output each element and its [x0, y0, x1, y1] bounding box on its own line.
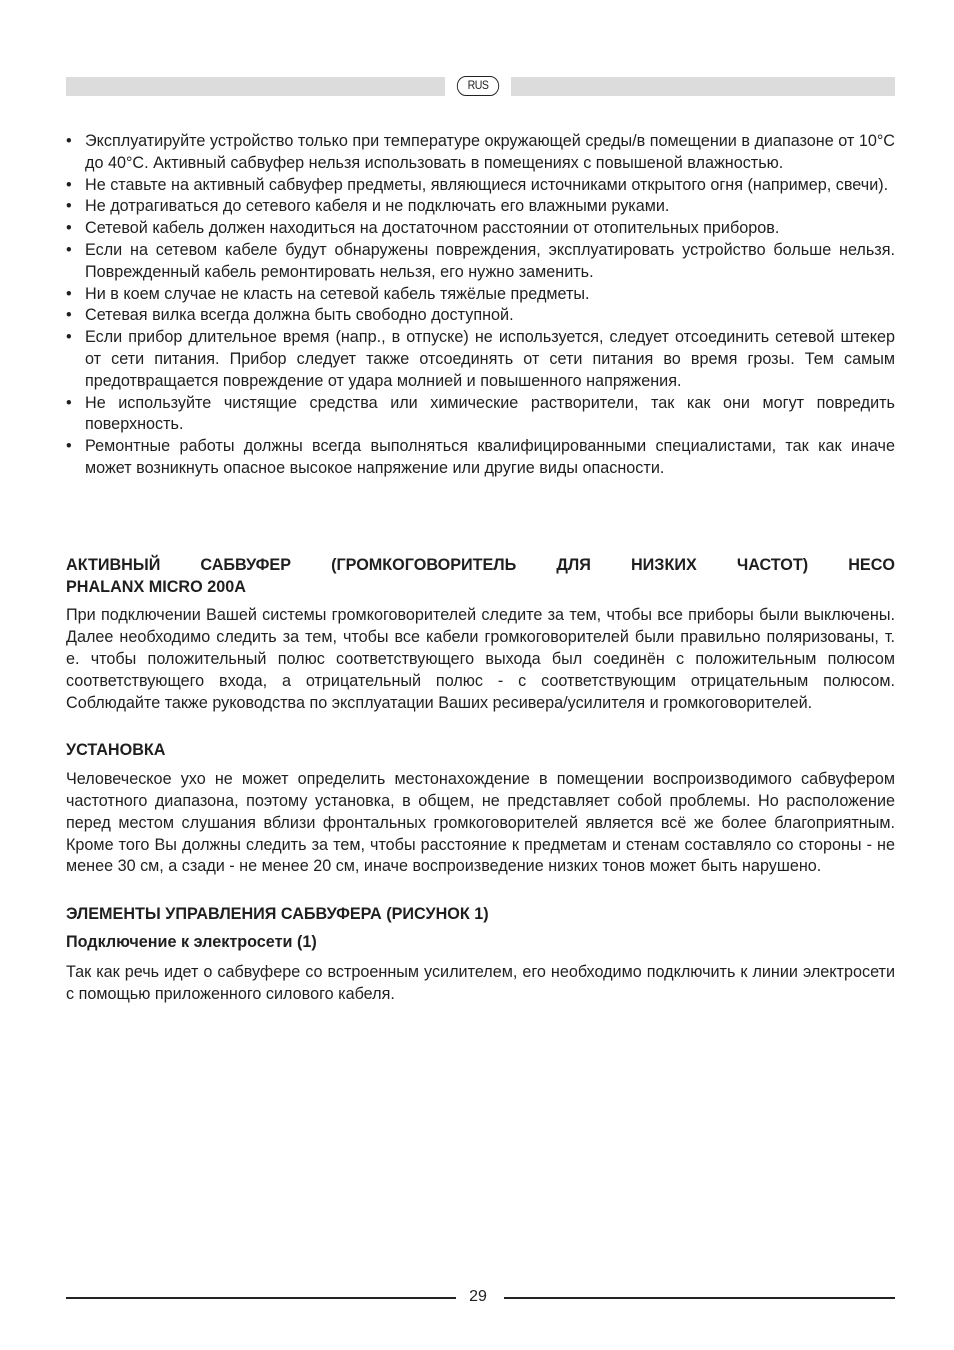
power-subheading: Подключение к электросети (1)	[66, 932, 317, 951]
footer-rule-right	[504, 1297, 895, 1299]
list-item: • Эксплуатируйте устройство только при температуре окружающей среды/в помещении в диапазоне от 10°С до 40°С. Активный сабвуфер нельзя использовать в помещениях с повышеной влажностью.	[66, 131, 895, 175]
list-item: • Если на сетевом кабеле будут обнаружены повреждения, эксплуатировать устройство больше нельзя. Поврежденный кабель ремонтировать нельзя, его нужно заменить.	[66, 240, 895, 284]
subwoofer-paragraph: При подключении Вашей системы громкоговорителей следите за тем, чтобы все приборы были выключены. Далее необходимо следить за тем, чтобы все кабели громкоговорителей были правильно поляризованы, т. е. чтобы положительный полюс соответствующего выхода был соединён с положительным полюсом соответствующего входа, а отрицательный полюс - с соответствующим отрицательным полюсом. Соблюдайте также руководства по эксплуатации Ваших ресивера/усилителя и громкоговорителей.	[66, 606, 895, 712]
list-item: • Не используйте чистящие средства или химические растворители, так как они могут повредить поверхность.	[66, 393, 895, 437]
subwoofer-heading-line1: АКТИВНЫЙ САБВУФЕР (ГРОМКОГОВОРИТЕЛЬ ДЛЯ НИЗКИХ ЧАСТОТ) HECO	[66, 555, 895, 574]
safety-list	[66, 131, 895, 480]
language-badge: RUS	[457, 76, 499, 96]
install-paragraph: Человеческое ухо не может определить местонахождение в помещении воспроизводимого сабвуфером частотного диапазона, поэтому установка, в общем, не представляет собой проблемы. Но расположение перед местом слушания вблизи фронтальных громкоговорителей является всё же более благоприятным. Кроме того Вы должны следить за тем, чтобы расстояние к предметам и стенам составляло со стороны - не менее 30 см, а сзади - не менее 20 см, иначе воспроизведение низких тонов может быть нарушено.	[66, 770, 895, 876]
language-badge-container	[445, 73, 511, 99]
list-item: • Не ставьте на активный сабвуфер предметы, являющиеся источниками открытого огня (например, свечи).	[66, 175, 895, 197]
controls-paragraph: Так как речь идет о сабвуфере со встроенным усилителем, его необходимо подключить к линии электросети с помощью приложенного силового кабеля.	[66, 962, 895, 1003]
list-item: • Если прибор длительное время (напр., в отпуске) не используется, следует отсоединить сетевой штекер от сети питания. Прибор следует также отсоединять от сети питания во время грозы. Тем самым предотвращается повреждение от удара молнией и повышенного напряжения.	[66, 327, 895, 392]
subwoofer-heading-line2: PHALANX MICRO 200A	[66, 577, 246, 596]
page-content	[66, 131, 895, 1005]
list-item: • Не дотрагиваться до сетевого кабеля и не подключать его влажными руками.	[66, 196, 895, 218]
controls-heading: ЭЛЕМЕНТЫ УПРАВЛЕНИЯ САБВУФЕРА (РИСУНОК 1)	[66, 905, 489, 924]
list-item: • Сетевой кабель должен находиться на достаточном расстоянии от отопительных приборов.	[66, 218, 895, 240]
list-item: • Ни в коем случае не класть на сетевой кабель тяжёлые предметы.	[66, 284, 895, 306]
list-item: • Сетевая вилка всегда должна быть свободно доступной.	[66, 305, 895, 327]
list-item: • Ремонтные работы должны всегда выполняться квалифицированными специалистами, так как иначе может возникнуть опасное высокое напряжение или другие виды опасности.	[66, 436, 895, 480]
page-number: 29	[469, 1288, 487, 1305]
footer-rule-left	[66, 1297, 456, 1299]
install-heading: УСТАНОВКА	[66, 741, 166, 760]
